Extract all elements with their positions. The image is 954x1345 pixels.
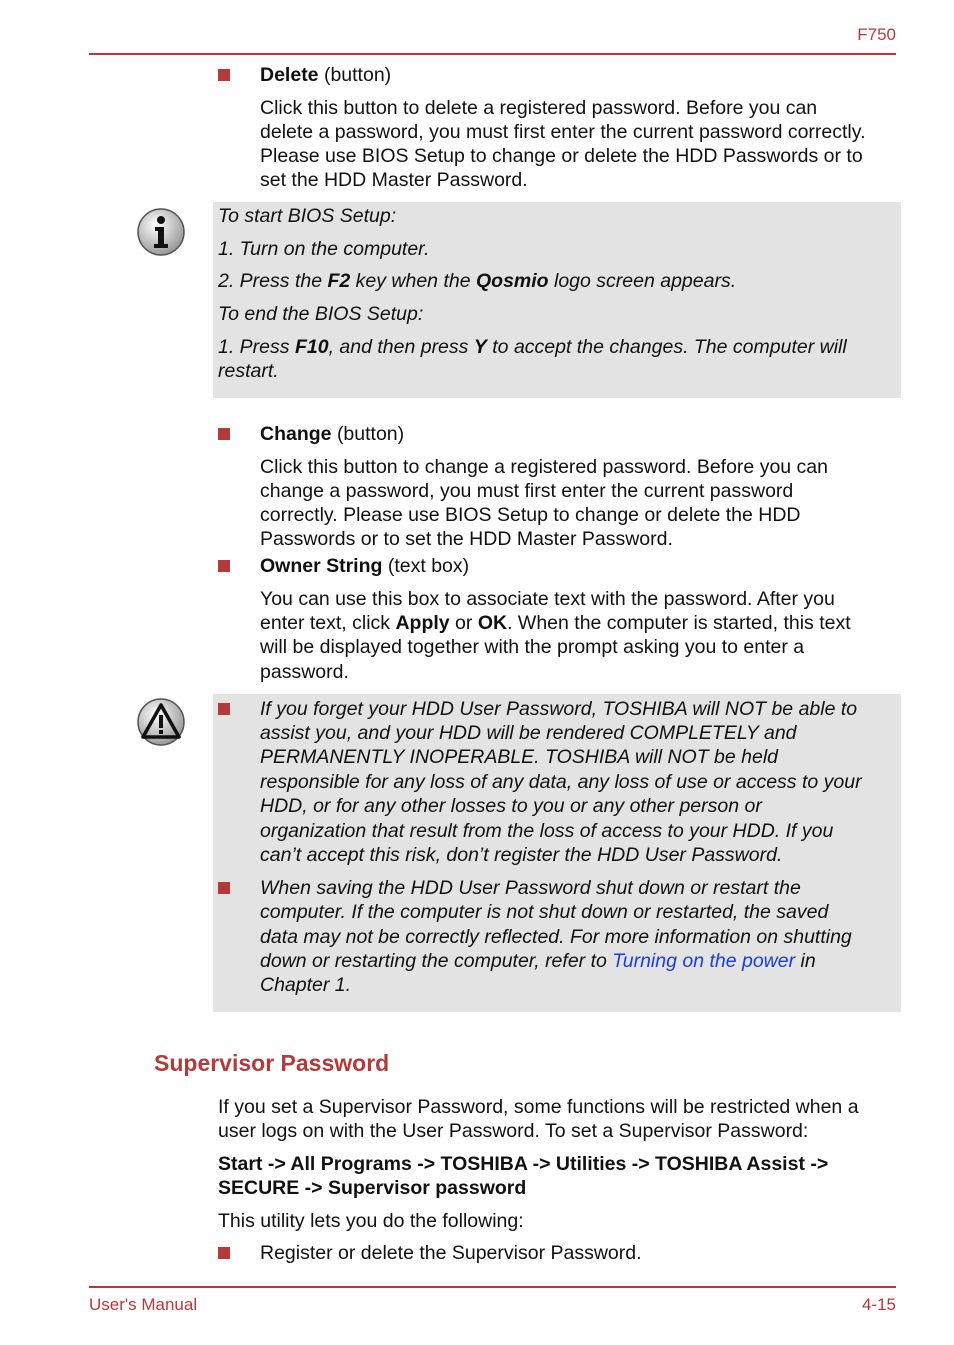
- change-item-heading: [260, 422, 404, 446]
- warning-1-line-7: can’t accept this risk, don’t register the HDD User Password.: [260, 844, 783, 866]
- bios-end-step-1: 1. Press F10, and then press Y to accept the changes. The computer will: [218, 336, 847, 358]
- warning-2-line-3: data may not be correctly reflected. For more information on shutting: [260, 926, 852, 948]
- supervisor-path-1: Start -> All Programs -> TOSHIBA -> Utilities -> TOSHIBA Assist ->: [218, 1153, 829, 1175]
- bullet: [218, 703, 230, 715]
- warning-1-line-5: HDD, or for any other losses to you or any other person or: [260, 795, 762, 817]
- info-icon: [136, 207, 186, 263]
- supervisor-intro-1: If you set a Supervisor Password, some functions will be restricted when a: [218, 1096, 859, 1118]
- owner-desc-1: You can use this box to associate text with the password. After you: [260, 588, 835, 610]
- warning-1-line-4: responsible for any loss of any data, any loss of use or access to your: [260, 771, 862, 793]
- delete-item-heading: [260, 63, 391, 87]
- owner-kind: (text box): [387, 555, 470, 577]
- delete-desc-4: set the HDD Master Password.: [260, 169, 528, 191]
- footer-rule: [89, 1286, 896, 1288]
- bullet: [218, 560, 230, 572]
- bullet: [218, 69, 230, 81]
- owner-item-heading: [260, 554, 469, 578]
- owner-desc-3: will be displayed together with the prompt asking you to enter a: [260, 636, 805, 658]
- owner-desc-4: password.: [260, 661, 349, 683]
- delete-label: Delete: [260, 64, 319, 86]
- change-desc-4: Passwords or to set the HDD Master Password.: [260, 528, 673, 550]
- bullet: [218, 428, 230, 440]
- bios-step-1: 1. Turn on the computer.: [218, 238, 430, 260]
- warning-1-line-3: PERMANENTLY INOPERABLE. TOSHIBA will NOT be held: [260, 746, 779, 768]
- warning-1-line-1: If you forget your HDD User Password, TOSHIBA will NOT be able to: [260, 698, 858, 720]
- owner-desc-2: enter text, click Apply or OK. When the computer is started, this text: [260, 612, 851, 634]
- bullet: [218, 1247, 230, 1259]
- bios-start-title: To start BIOS Setup:: [218, 205, 397, 227]
- supervisor-lets: This utility lets you do the following:: [218, 1210, 524, 1232]
- warning-2-line-1: When saving the HDD User Password shut down or restart the: [260, 877, 801, 899]
- warning-2-line-4: down or restarting the computer, refer to Turning on the power in: [260, 950, 816, 972]
- delete-desc-1: Click this button to delete a registered password. Before you can: [260, 97, 818, 119]
- footer-page-number: 4-15: [861, 1295, 896, 1314]
- supervisor-bullet-1: Register or delete the Supervisor Password.: [260, 1242, 642, 1264]
- supervisor-intro-2: user logs on with the User Password. To set a Supervisor Password:: [218, 1120, 809, 1142]
- change-label: Change: [260, 423, 332, 445]
- supervisor-path-2: SECURE -> Supervisor password: [218, 1177, 527, 1199]
- change-desc-1: Click this button to change a registered password. Before you can: [260, 456, 828, 478]
- warning-2-line-2: computer. If the computer is not shut down or restarted, the saved: [260, 901, 829, 923]
- owner-label: Owner String: [260, 555, 383, 577]
- bullet: [218, 882, 230, 894]
- warning-icon: [136, 697, 186, 753]
- warning-1-line-6: organization that result from the loss of access to your HDD. If you: [260, 820, 834, 842]
- section-title: Supervisor Password: [154, 1050, 390, 1076]
- delete-desc-3: Please use BIOS Setup to change or delete the HDD Passwords or to: [260, 145, 863, 167]
- turning-on-power-link[interactable]: Turning on the power: [612, 950, 796, 972]
- delete-desc-2: delete a password, you must first enter the current password correctly.: [260, 121, 866, 143]
- delete-kind: (button): [323, 64, 392, 86]
- header-model: F750: [857, 25, 896, 44]
- change-kind: (button): [336, 423, 405, 445]
- bios-step-2: 2. Press the F2 key when the Qosmio logo screen appears.: [218, 270, 737, 292]
- warning-2-line-5: Chapter 1.: [260, 974, 352, 996]
- warning-1-line-2: assist you, and your HDD will be rendered COMPLETELY and: [260, 722, 797, 744]
- footer-manual: User's Manual: [89, 1295, 198, 1314]
- change-desc-2: change a password, you must first enter the current password: [260, 480, 794, 502]
- bios-end-title: To end the BIOS Setup:: [218, 303, 424, 325]
- change-desc-3: correctly. Please use BIOS Setup to change or delete the HDD: [260, 504, 801, 526]
- bios-end-step-1-cont: restart.: [218, 360, 279, 382]
- info-note-box: [213, 202, 901, 398]
- header-rule: [89, 53, 896, 55]
